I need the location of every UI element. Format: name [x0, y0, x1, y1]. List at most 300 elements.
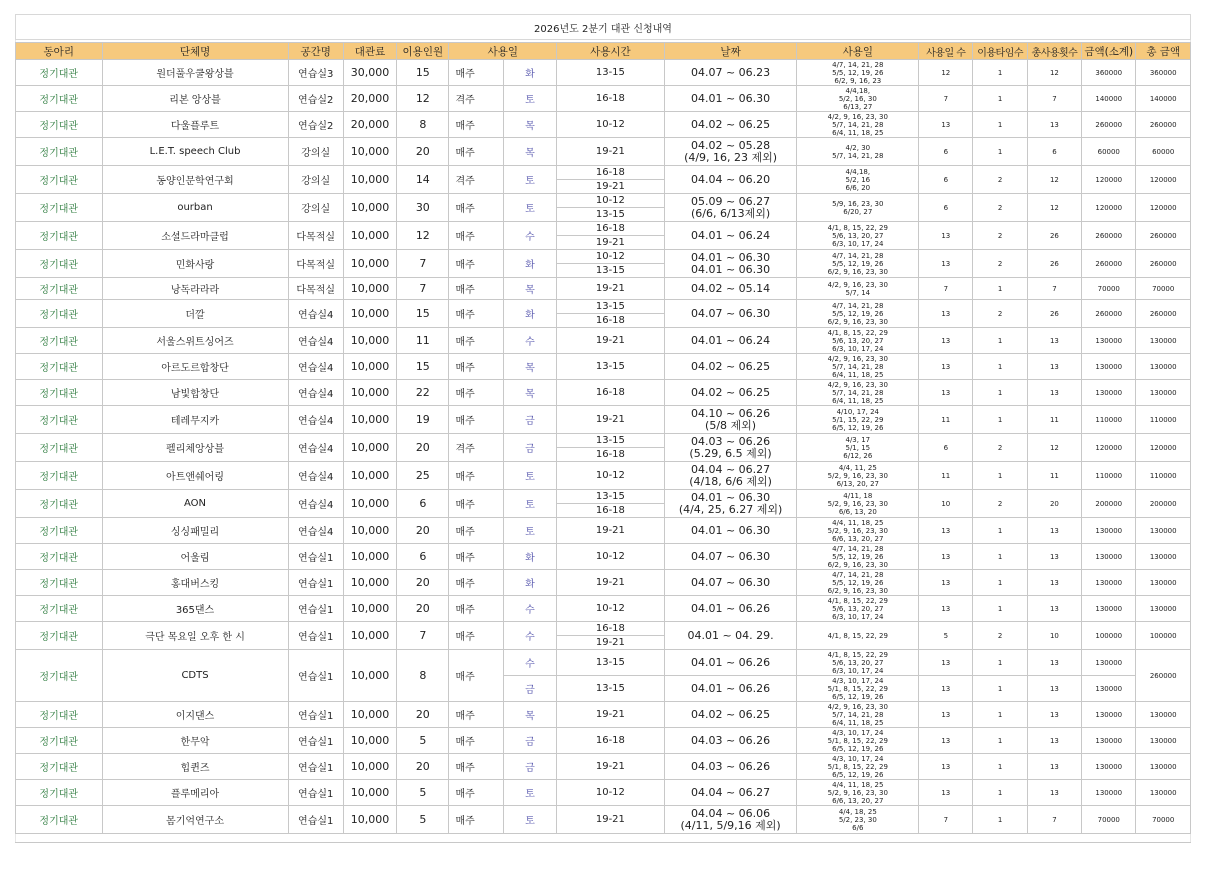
- total-uses: 13: [1027, 650, 1081, 676]
- used-dates: [797, 570, 919, 596]
- time-slot: 19-21: [595, 709, 625, 720]
- date-range: [664, 60, 797, 86]
- day-of-week: 목: [503, 112, 556, 138]
- day-of-week: 목: [503, 354, 556, 380]
- used-date-line: 5/9, 16, 23, 30: [832, 199, 884, 208]
- used-date-line: 6/6, 13, 20: [838, 507, 877, 516]
- time-slots: [557, 166, 665, 194]
- used-dates: [797, 166, 919, 194]
- day-count: 7: [919, 278, 973, 300]
- day-of-week: 화: [503, 570, 556, 596]
- total-amount: 120000: [1136, 166, 1191, 194]
- used-dates: [797, 518, 919, 544]
- group-name: 소셜드라마클럽: [102, 222, 288, 250]
- total-amount: 260000: [1136, 250, 1191, 278]
- rental-fee: 20,000: [343, 86, 396, 112]
- date-range: [664, 86, 797, 112]
- date-line: 04.04 ~ 06.20: [690, 172, 771, 186]
- time-slot: 19-21: [595, 335, 625, 346]
- club-type: 정기대관: [16, 728, 103, 754]
- time-slot: 10-12: [595, 470, 625, 481]
- used-dates: [797, 490, 919, 518]
- group-name: 동양인문학연구회: [102, 166, 288, 194]
- rental-fee: 10,000: [343, 194, 396, 222]
- table-row: [16, 780, 1191, 806]
- subtotal-amount: 260000: [1082, 300, 1136, 328]
- used-dates: [797, 650, 919, 676]
- table-row: [16, 570, 1191, 596]
- date-line: 04.01 ~ 06.30: [690, 490, 771, 504]
- rental-fee: 10,000: [343, 806, 396, 834]
- used-date-line: 4/11, 18: [843, 491, 873, 500]
- space-name: 연습실4: [288, 490, 343, 518]
- used-date-line: 6/6: [852, 823, 864, 832]
- club-type: 정기대관: [16, 300, 103, 328]
- used-date-line: 6/2, 9, 16, 23, 30: [827, 317, 888, 326]
- people-count: 7: [397, 250, 449, 278]
- time-slot: 10-12: [595, 551, 625, 562]
- used-date-line: 5/1, 8, 15, 22, 29: [827, 736, 888, 745]
- total-uses: 13: [1027, 518, 1081, 544]
- total-uses: 26: [1027, 250, 1081, 278]
- group-name: 힙퀸즈: [102, 754, 288, 780]
- subtotal-amount: 110000: [1082, 462, 1136, 490]
- total-uses: 12: [1027, 166, 1081, 194]
- total-uses: 13: [1027, 328, 1081, 354]
- time-slots: [557, 406, 665, 434]
- used-date-line: 4/7, 14, 21, 28: [832, 570, 884, 579]
- day-of-week: 금: [503, 754, 556, 780]
- day-count: 12: [919, 60, 973, 86]
- total-amount: 60000: [1136, 138, 1191, 166]
- time-slots: [557, 380, 665, 406]
- subtotal-amount: 130000: [1082, 728, 1136, 754]
- total-amount: 130000: [1136, 380, 1191, 406]
- used-dates: [797, 194, 919, 222]
- date-range: [664, 462, 797, 490]
- time-slots: [557, 138, 665, 166]
- date-range: [664, 328, 797, 354]
- frequency: 격주: [449, 166, 503, 194]
- table-row: [16, 702, 1191, 728]
- total-uses: 7: [1027, 278, 1081, 300]
- date-line: 04.01 ~ 06.26: [690, 601, 771, 615]
- day-of-week: 토: [503, 462, 556, 490]
- space-name: 연습실1: [288, 650, 343, 702]
- rental-fee: 10,000: [343, 380, 396, 406]
- day-count: 13: [919, 328, 973, 354]
- used-dates: [797, 86, 919, 112]
- day-count: 11: [919, 462, 973, 490]
- subtotal-amount: 70000: [1082, 278, 1136, 300]
- frequency: 매주: [449, 622, 503, 650]
- used-date-line: 6/2, 9, 16, 23, 30: [827, 586, 888, 595]
- used-date-line: 5/7, 14: [845, 288, 871, 297]
- group-name: 낭독라라라: [102, 278, 288, 300]
- subtotal-amount: 120000: [1082, 166, 1136, 194]
- date-range: [664, 380, 797, 406]
- group-name: 서울스위트싱어즈: [102, 328, 288, 354]
- total-uses: 10: [1027, 622, 1081, 650]
- day-of-week: 토: [503, 490, 556, 518]
- club-type: 정기대관: [16, 112, 103, 138]
- date-line: 04.01 ~ 06.30: [690, 250, 771, 264]
- total-amount: 70000: [1136, 806, 1191, 834]
- day-count: 7: [919, 806, 973, 834]
- header-club: 동아리: [16, 43, 103, 60]
- club-type: 정기대관: [16, 596, 103, 622]
- slot-count: 1: [973, 676, 1027, 702]
- date-line: 04.07 ~ 06.30: [690, 549, 771, 563]
- day-count: 13: [919, 300, 973, 328]
- date-line: (6/6, 6/13제외): [690, 206, 771, 220]
- time-slots: [557, 250, 665, 278]
- space-name: 다목적실: [288, 222, 343, 250]
- time-slot: 19-21: [595, 283, 625, 294]
- header-row: [16, 43, 1191, 60]
- day-count: 13: [919, 354, 973, 380]
- used-date-line: 6/3, 10, 17, 24: [832, 612, 884, 621]
- frequency: 매주: [449, 60, 503, 86]
- date-range: [664, 702, 797, 728]
- day-count: 13: [919, 780, 973, 806]
- space-name: 연습실4: [288, 354, 343, 380]
- used-date-line: 6/2, 9, 16, 23, 30: [827, 560, 888, 569]
- people-count: 11: [397, 328, 449, 354]
- slot-count: 2: [973, 166, 1027, 194]
- used-date-line: 6/3, 10, 17, 24: [832, 344, 884, 353]
- used-date-line: 4/2, 9, 16, 23, 30: [827, 702, 888, 711]
- used-date-line: 4/4,18,: [845, 167, 871, 176]
- slot-count: 2: [973, 300, 1027, 328]
- time-slot: 16-18: [595, 623, 625, 634]
- used-date-line: 4/4, 11, 18, 25: [832, 780, 884, 789]
- frequency: 매주: [449, 650, 503, 702]
- day-of-week: 금: [503, 434, 556, 462]
- time-slots: [557, 278, 665, 300]
- slot-count: 1: [973, 138, 1027, 166]
- used-date-line: 4/1, 8, 15, 22, 29: [827, 650, 888, 659]
- frequency: 매주: [449, 278, 503, 300]
- group-name: 365댄스: [102, 596, 288, 622]
- date-range: [664, 434, 797, 462]
- frequency: 매주: [449, 406, 503, 434]
- table-row: [16, 300, 1191, 328]
- time-slot: 16-18: [595, 167, 625, 178]
- rental-fee: 10,000: [343, 138, 396, 166]
- time-slot: 16-18: [595, 93, 625, 104]
- date-line: (5/8 제외): [705, 418, 757, 432]
- table-row: [16, 60, 1191, 86]
- club-type: 정기대관: [16, 380, 103, 406]
- used-date-line: 5/2, 16: [845, 175, 871, 184]
- club-type: 정기대관: [16, 518, 103, 544]
- day-of-week: 토: [503, 518, 556, 544]
- space-name: 연습실4: [288, 406, 343, 434]
- table-row: [16, 806, 1191, 834]
- table-row: [16, 544, 1191, 570]
- total-amount: 260000: [1136, 300, 1191, 328]
- header-slots: 이용타임수: [973, 43, 1027, 60]
- total-uses: 13: [1027, 354, 1081, 380]
- time-slots: [557, 328, 665, 354]
- table-row: [16, 222, 1191, 250]
- total-amount: 130000: [1136, 328, 1191, 354]
- slot-count: 1: [973, 112, 1027, 138]
- used-date-line: 4/2, 9, 16, 23, 30: [827, 112, 888, 121]
- slot-count: 2: [973, 490, 1027, 518]
- slot-count: 1: [973, 728, 1027, 754]
- total-amount: 110000: [1136, 462, 1191, 490]
- people-count: 8: [397, 650, 449, 702]
- space-name: 연습실1: [288, 596, 343, 622]
- slot-count: 2: [973, 434, 1027, 462]
- day-of-week: 화: [503, 300, 556, 328]
- time-slots: [557, 702, 665, 728]
- group-name: 한무악: [102, 728, 288, 754]
- space-name: 연습실1: [288, 702, 343, 728]
- club-type: 정기대관: [16, 490, 103, 518]
- group-name: 원더풀우쿨왕상블: [102, 60, 288, 86]
- used-dates: [797, 754, 919, 780]
- used-date-line: 4/10, 17, 24: [836, 407, 880, 416]
- time-slot: 16-18: [595, 735, 625, 746]
- used-date-line: 4/1, 8, 15, 22, 29: [827, 328, 888, 337]
- total-uses: 20: [1027, 490, 1081, 518]
- total-uses: 7: [1027, 806, 1081, 834]
- people-count: 20: [397, 596, 449, 622]
- date-line: 04.02 ~ 06.25: [690, 385, 771, 399]
- day-count: 13: [919, 754, 973, 780]
- group-name: 몸기억연구소: [102, 806, 288, 834]
- people-count: 30: [397, 194, 449, 222]
- total-amount: 130000: [1136, 544, 1191, 570]
- frequency: 매주: [449, 462, 503, 490]
- total-amount: 120000: [1136, 434, 1191, 462]
- subtotal-amount: 130000: [1082, 354, 1136, 380]
- rental-fee: 10,000: [343, 544, 396, 570]
- space-name: 강의실: [288, 166, 343, 194]
- slot-count: 2: [973, 194, 1027, 222]
- table-row: [16, 166, 1191, 194]
- group-name: 극단 목요일 오후 한 시: [102, 622, 288, 650]
- group-name: 홍대버스킹: [102, 570, 288, 596]
- table-row: [16, 138, 1191, 166]
- club-type: 정기대관: [16, 194, 103, 222]
- subtotal-amount: 130000: [1082, 702, 1136, 728]
- rental-fee: 10,000: [343, 166, 396, 194]
- used-date-line: 6/3, 10, 17, 24: [832, 239, 884, 248]
- subtotal-amount: 130000: [1082, 676, 1136, 702]
- subtotal-amount: 260000: [1082, 222, 1136, 250]
- frequency: 매주: [449, 138, 503, 166]
- time-slot: 13-15: [595, 435, 625, 446]
- total-uses: 13: [1027, 676, 1081, 702]
- used-dates: [797, 462, 919, 490]
- subtotal-amount: 260000: [1082, 112, 1136, 138]
- club-type: 정기대관: [16, 780, 103, 806]
- frequency: 매주: [449, 194, 503, 222]
- people-count: 12: [397, 222, 449, 250]
- total-amount: 130000: [1136, 596, 1191, 622]
- group-name: 테레무지카: [102, 406, 288, 434]
- space-name: 연습실1: [288, 806, 343, 834]
- slot-count: 2: [973, 622, 1027, 650]
- used-dates: [797, 434, 919, 462]
- date-line: 04.02 ~ 06.25: [690, 359, 771, 373]
- used-date-line: 4/4, 18, 25: [838, 807, 877, 816]
- club-type: 정기대관: [16, 278, 103, 300]
- used-dates: [797, 60, 919, 86]
- group-name: 아트앤쉐어링: [102, 462, 288, 490]
- frequency: 매주: [449, 518, 503, 544]
- day-count: 13: [919, 380, 973, 406]
- used-dates: [797, 702, 919, 728]
- table-row: [16, 86, 1191, 112]
- used-dates: [797, 250, 919, 278]
- rental-fee: 20,000: [343, 112, 396, 138]
- used-date-line: 5/1, 15, 22, 29: [832, 415, 884, 424]
- total-amount: 130000: [1136, 780, 1191, 806]
- used-date-line: 6/5, 12, 19, 26: [832, 744, 884, 753]
- date-line: 04.04 ~ 06.27: [690, 785, 771, 799]
- used-date-line: 4/4, 11, 18, 25: [832, 518, 884, 527]
- rental-fee: 10,000: [343, 518, 396, 544]
- club-type: 정기대관: [16, 60, 103, 86]
- space-name: 연습실4: [288, 518, 343, 544]
- header-time: 사용시간: [557, 43, 665, 60]
- club-type: 정기대관: [16, 434, 103, 462]
- club-type: 정기대관: [16, 328, 103, 354]
- table-row: [16, 650, 1191, 676]
- group-name: 어울림: [102, 544, 288, 570]
- day-count: 10: [919, 490, 973, 518]
- subtotal-amount: 260000: [1082, 250, 1136, 278]
- total-amount: 130000: [1136, 702, 1191, 728]
- frequency: 매주: [449, 754, 503, 780]
- day-count: 13: [919, 596, 973, 622]
- time-slot: 13-15: [595, 301, 625, 312]
- rental-fee: 10,000: [343, 300, 396, 328]
- subtotal-amount: 200000: [1082, 490, 1136, 518]
- used-date-line: 5/1, 8, 15, 22, 29: [827, 684, 888, 693]
- rental-fee: 10,000: [343, 250, 396, 278]
- day-count: 13: [919, 728, 973, 754]
- table-row: [16, 250, 1191, 278]
- rental-fee: 10,000: [343, 354, 396, 380]
- slot-count: 1: [973, 518, 1027, 544]
- people-count: 6: [397, 490, 449, 518]
- total-uses: 12: [1027, 60, 1081, 86]
- date-range: [664, 728, 797, 754]
- people-count: 20: [397, 434, 449, 462]
- total-uses: 26: [1027, 300, 1081, 328]
- time-slot: 19-21: [557, 179, 664, 193]
- people-count: 12: [397, 86, 449, 112]
- people-count: 19: [397, 406, 449, 434]
- time-slots: [557, 86, 665, 112]
- used-date-line: 5/7, 14, 21, 28: [832, 362, 884, 371]
- used-dates: [797, 544, 919, 570]
- club-type: 정기대관: [16, 222, 103, 250]
- day-count: 13: [919, 544, 973, 570]
- time-slots: [557, 354, 665, 380]
- group-name: 이지댄스: [102, 702, 288, 728]
- rental-sheet: [15, 14, 1193, 843]
- time-slot: 19-21: [595, 414, 625, 425]
- used-date-line: 4/3, 10, 17, 24: [832, 676, 884, 685]
- subtotal-amount: 120000: [1082, 194, 1136, 222]
- date-range: 04.01 ~ 06.26: [664, 650, 797, 676]
- total-uses: 11: [1027, 462, 1081, 490]
- used-dates: [797, 806, 919, 834]
- space-name: 강의실: [288, 138, 343, 166]
- total-amount: 110000: [1136, 406, 1191, 434]
- date-range: [664, 596, 797, 622]
- date-range: [664, 622, 797, 650]
- people-count: 7: [397, 278, 449, 300]
- slot-count: 1: [973, 406, 1027, 434]
- used-date-line: 5/6, 13, 20, 27: [832, 604, 884, 613]
- used-date-line: 4/1, 8, 15, 22, 29: [827, 631, 888, 640]
- day-count: 13: [919, 112, 973, 138]
- space-name: 연습실1: [288, 780, 343, 806]
- table-row: [16, 518, 1191, 544]
- time-slot: 10-12: [595, 195, 625, 206]
- used-date-line: 6/5, 12, 19, 26: [832, 692, 884, 701]
- group-name: 리본 앙상블: [102, 86, 288, 112]
- header-used-dates: 사용일: [797, 43, 919, 60]
- rental-fee: 10,000: [343, 434, 396, 462]
- space-name: 연습실4: [288, 300, 343, 328]
- date-line: 04.04 ~ 06.06: [690, 806, 771, 820]
- slot-count: 2: [973, 222, 1027, 250]
- date-line: 04.01 ~ 06.30: [690, 523, 771, 537]
- total-amount: 140000: [1136, 86, 1191, 112]
- total-uses: 13: [1027, 754, 1081, 780]
- header-freq-dow: 사용일: [449, 43, 557, 60]
- day-count: 6: [919, 194, 973, 222]
- date-range: 04.01 ~ 06.26: [664, 676, 797, 702]
- time-slots: [557, 780, 665, 806]
- used-date-line: 4/3, 10, 17, 24: [832, 728, 884, 737]
- space-name: 연습실1: [288, 728, 343, 754]
- time-slots: [557, 462, 665, 490]
- day-of-week: 토: [503, 166, 556, 194]
- people-count: 15: [397, 300, 449, 328]
- slot-count: 1: [973, 806, 1027, 834]
- used-date-line: 6/13, 20, 27: [836, 479, 880, 488]
- time-slots: [557, 544, 665, 570]
- date-range: [664, 570, 797, 596]
- used-date-line: 4/2, 30: [845, 143, 871, 152]
- date-line: 04.01 ~ 06.30: [690, 91, 771, 105]
- people-count: 15: [397, 60, 449, 86]
- header-date: 날짜: [664, 43, 797, 60]
- slot-count: 1: [973, 380, 1027, 406]
- used-date-line: 5/7, 14, 21, 28: [832, 388, 884, 397]
- date-line: 04.04 ~ 06.27: [690, 462, 771, 476]
- time-slots: [557, 728, 665, 754]
- day-of-week: 화: [503, 250, 556, 278]
- space-name: 연습실2: [288, 86, 343, 112]
- people-count: 15: [397, 354, 449, 380]
- time-slot: 19-21: [595, 814, 625, 825]
- frequency: 매주: [449, 570, 503, 596]
- group-name: 민화사랑: [102, 250, 288, 278]
- used-date-line: 6/4, 11, 18, 25: [832, 128, 884, 137]
- used-date-line: 4/1, 8, 15, 22, 29: [827, 596, 888, 605]
